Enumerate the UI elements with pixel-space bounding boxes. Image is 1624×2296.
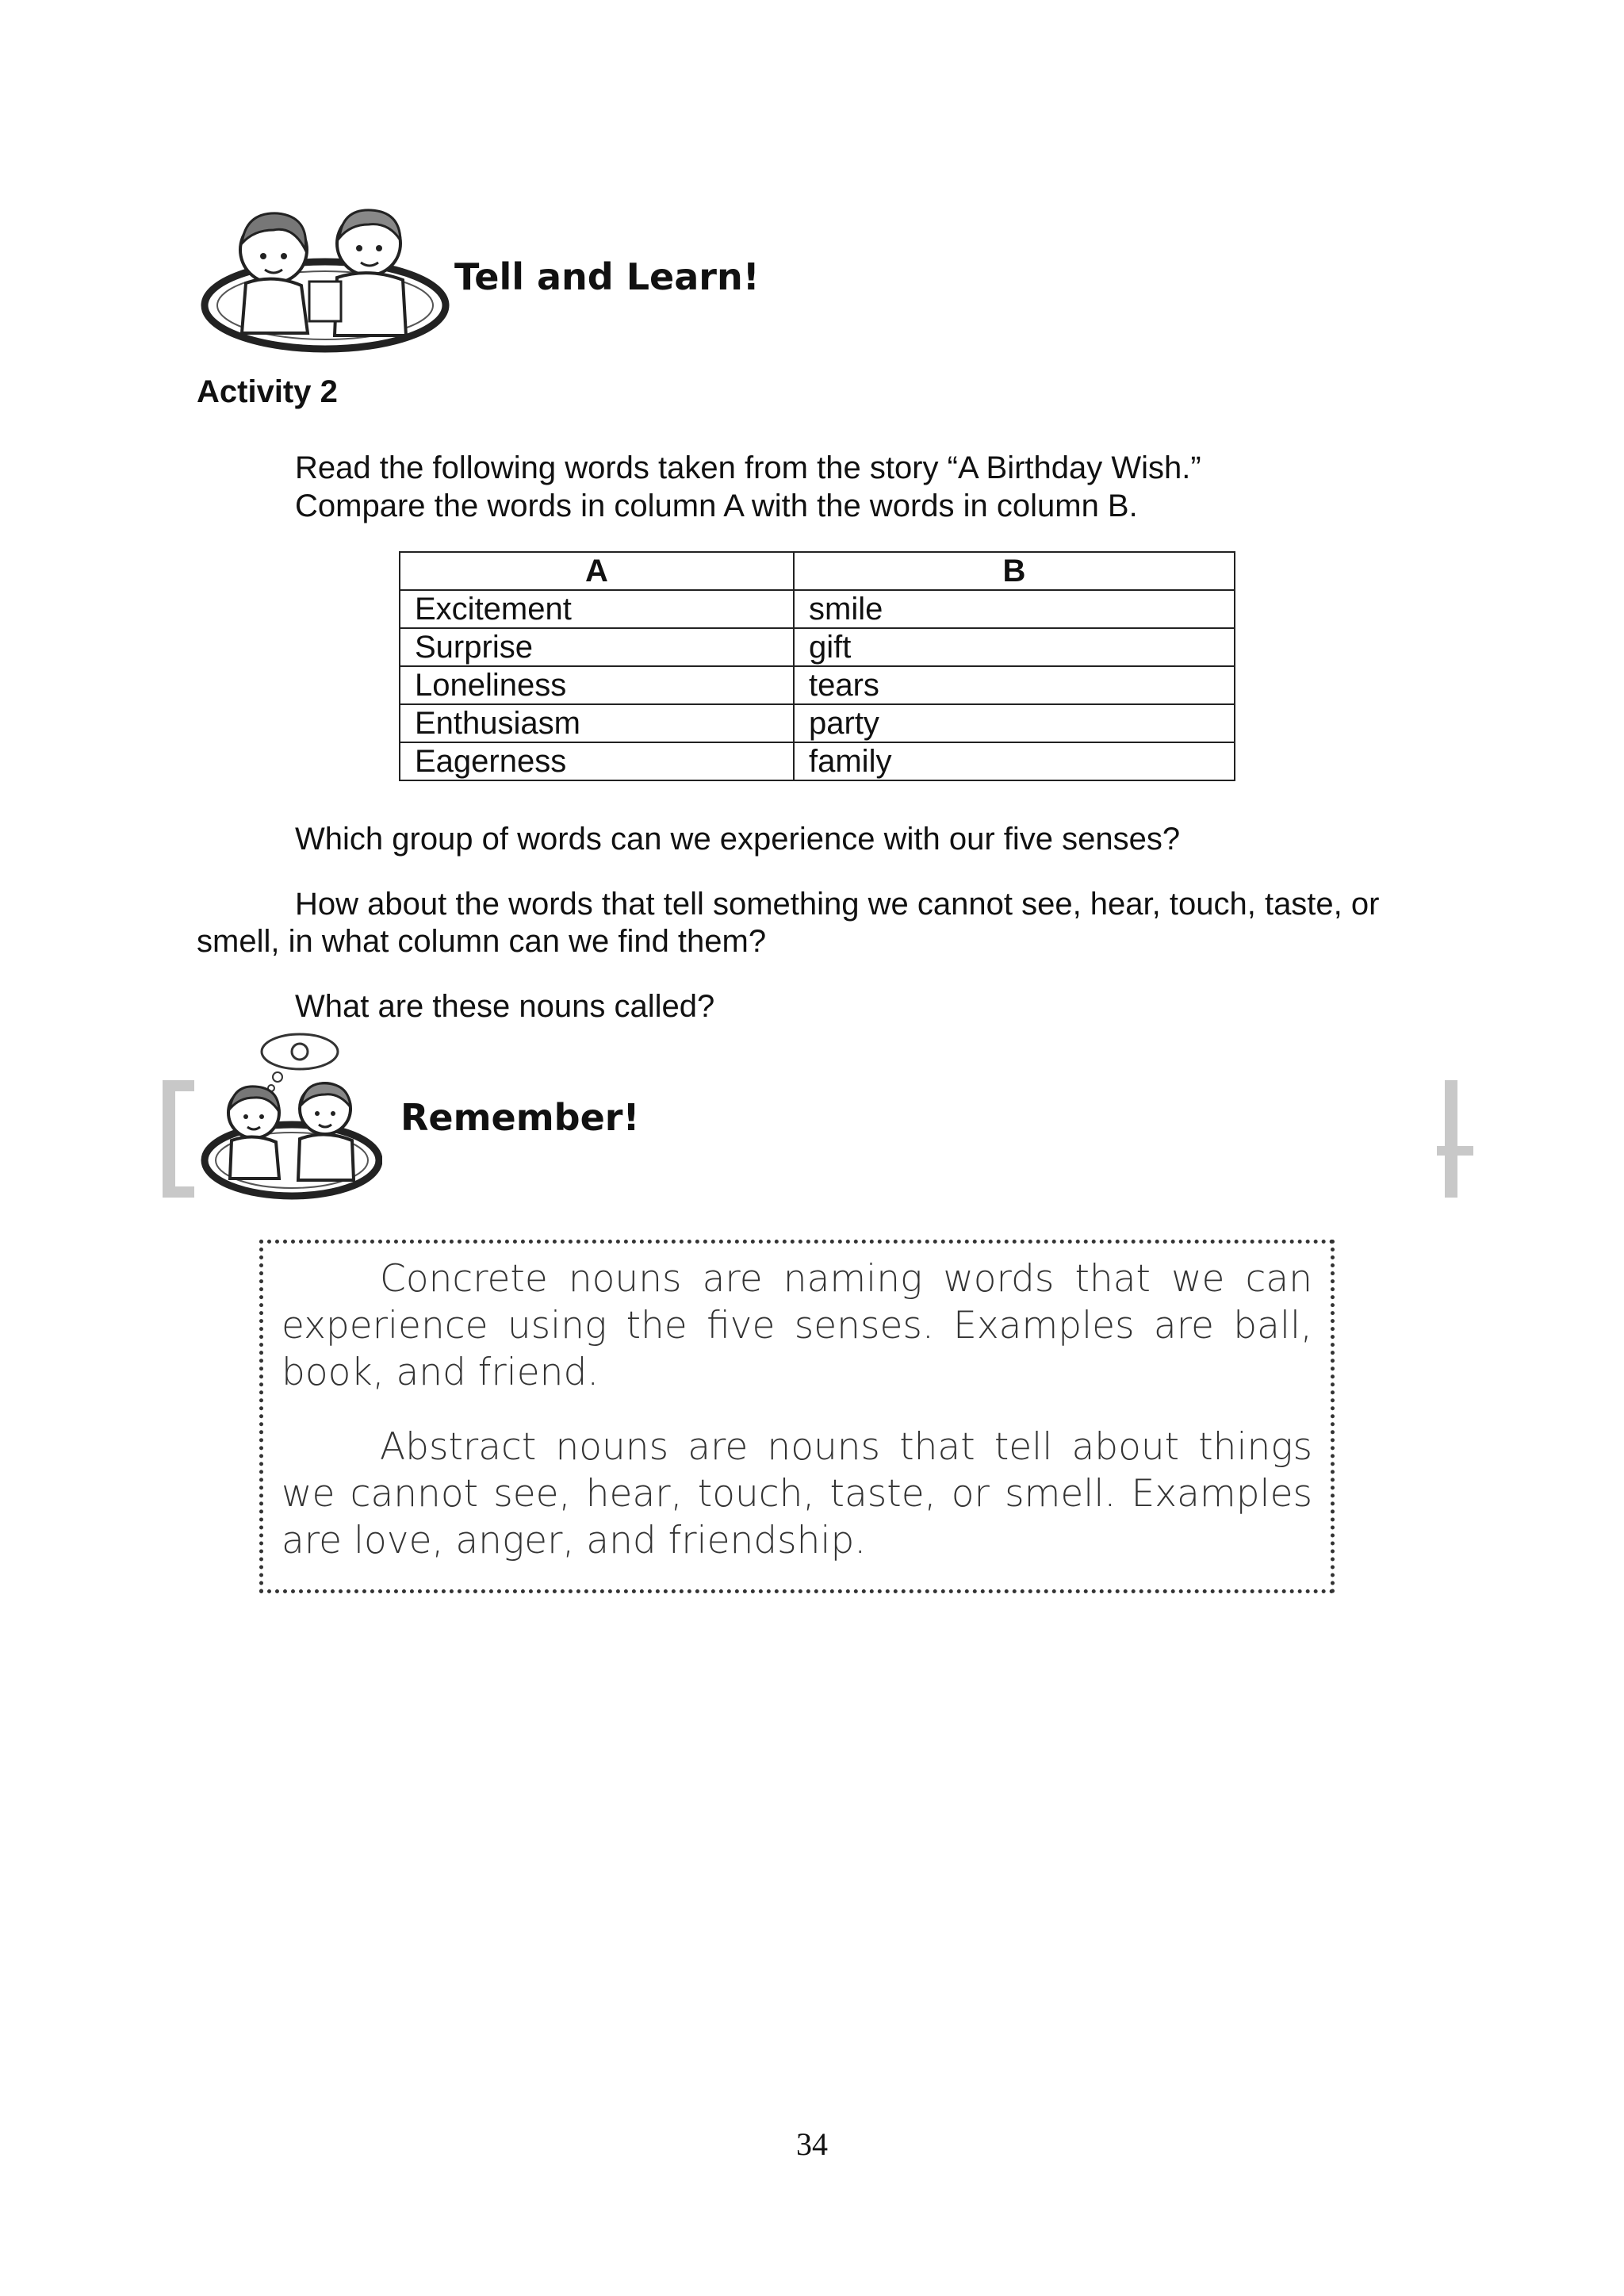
table-cell: Loneliness [400, 666, 794, 704]
table-cell: gift [794, 628, 1235, 666]
table-row [400, 704, 1235, 742]
table-header-row [400, 552, 1235, 590]
children-thinking-illustration [198, 1029, 382, 1200]
column-a-header: A [400, 552, 794, 590]
word-comparison-table [399, 551, 1235, 781]
table-cell: smile [794, 590, 1235, 628]
left-bracket-decoration [163, 1080, 194, 1091]
tell-and-learn-title: Tell and Learn! [454, 255, 760, 298]
table-row [400, 628, 1235, 666]
instruction-line-1: Read the following words taken from the story “A Birthday Wish.” [295, 450, 1201, 485]
question-nouns-called: What are these nouns called? [295, 989, 715, 1024]
column-b-header: B [794, 552, 1235, 590]
abstract-nouns-definition: Abstract nouns are nouns that tell about things we cannot see, hear, touch, taste, or smell. Examples are love, anger, and friendship. [282, 1425, 1312, 1562]
table-cell: Enthusiasm [400, 704, 794, 742]
table-cell: family [794, 742, 1235, 780]
right-bracket-decoration [1445, 1080, 1457, 1198]
table-cell: tears [794, 666, 1235, 704]
page-number: 34 [796, 2126, 828, 2162]
children-reading-illustration [198, 194, 452, 353]
table-row [400, 666, 1235, 704]
question-senses: Which group of words can we experience with our five senses? [295, 822, 1181, 857]
table-cell: party [794, 704, 1235, 742]
table-cell: Excitement [400, 590, 794, 628]
table-row [400, 742, 1235, 780]
right-bracket-decoration [1437, 1146, 1473, 1156]
question-cannot-sense-line-2: smell, in what column can we find them? [197, 924, 767, 959]
activity-label: Activity 2 [197, 374, 338, 409]
left-bracket-decoration [163, 1080, 175, 1198]
table-cell: Eagerness [400, 742, 794, 780]
remember-title: Remember! [400, 1096, 640, 1139]
left-bracket-decoration [163, 1186, 194, 1198]
table-cell: Surprise [400, 628, 794, 666]
instruction-line-2: Compare the words in column A with the words in column B. [295, 489, 1138, 523]
question-cannot-sense-line-1: How about the words that tell something we cannot see, hear, touch, taste, or [295, 887, 1380, 922]
table-row [400, 590, 1235, 628]
concrete-nouns-definition: Concrete nouns are naming words that we can experience using the five senses. Examples are ball, book, and friend. [282, 1257, 1312, 1394]
